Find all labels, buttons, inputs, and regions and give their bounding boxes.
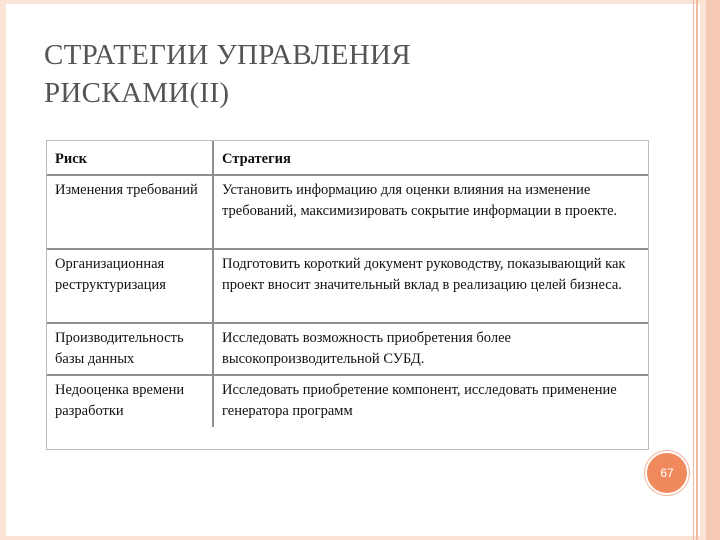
strategy-cell: Исследовать приобретение компонент, исследовать применение генератора программ [222,382,617,419]
header-strategy: Стратегия [213,141,648,175]
slide-title-line-2: РИСКАМИ(II) [44,77,230,109]
table-row [47,175,648,249]
strategy-cell: Установить информацию для оценки влияния на изменение требований, максимизировать сокрытие информации в проекте. [213,175,648,249]
risk-strategy-table [47,141,648,427]
right-border-line [696,0,698,540]
table-row [47,375,648,427]
bottom-border-band [0,536,720,540]
slide-title-line-1: СТРАТЕГИИ УПРАВЛЕНИЯ [44,39,411,71]
header-risk: Риск [47,141,213,175]
risk-cell: Производительность базы данных [47,323,213,375]
risk-strategy-table-frame [46,140,649,450]
left-border-band [0,0,6,540]
risk-cell: Изменения требований [47,175,213,249]
risk-cell: Организационная реструктуризация [47,249,213,323]
table-header-row [47,141,648,175]
table-row [47,323,648,375]
slide-title [44,36,644,112]
right-border-line-thin [693,0,694,540]
strategy-cell: Подготовить короткий документ руководству, показывающий как проект вносит значительный вклад в реализацию целей бизнеса. [213,249,648,323]
right-border-band [706,0,720,540]
risk-cell: Недооценка времени разработки [47,375,213,427]
table-row [47,249,648,323]
strategy-cell: Исследовать возможность приобретения более высокопроизводительной СУБД. [213,323,648,375]
page-number-badge: 67 [645,451,689,495]
top-border-band [0,0,720,4]
